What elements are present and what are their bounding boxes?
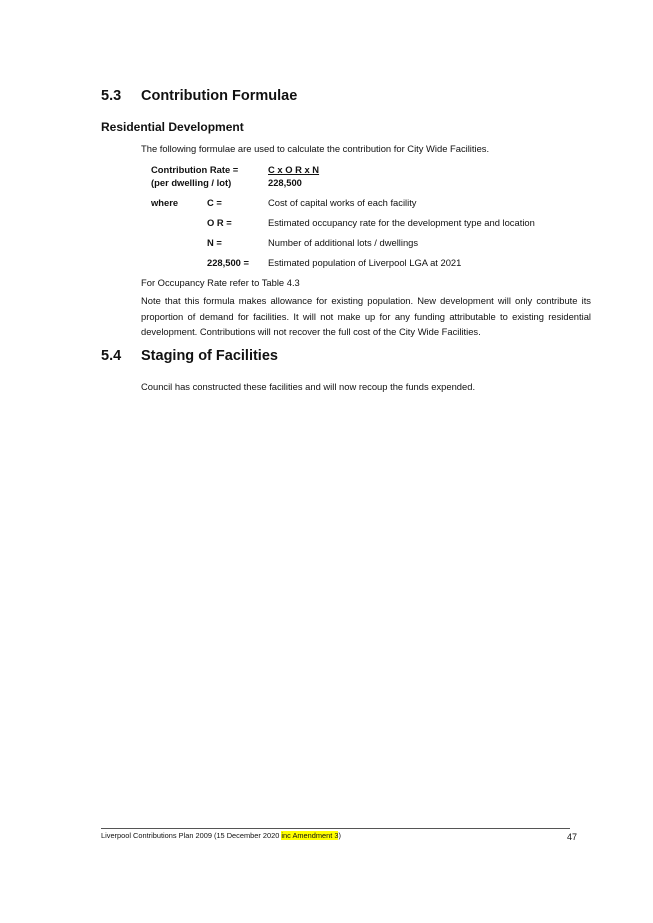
occupancy-note: For Occupancy Rate refer to Table 4.3 [141, 277, 300, 288]
definition-symbol: O R = [207, 217, 232, 228]
per-dwelling-label: (per dwelling / lot) [151, 177, 232, 188]
definition-meaning: Cost of capital works of each facility [268, 197, 417, 208]
definition-meaning: Number of additional lots / dwellings [268, 237, 419, 248]
staging-paragraph: Council has constructed these facilities and will now recoup the funds expended. [141, 381, 476, 392]
definition-symbol: N = [207, 237, 222, 248]
contribution-rate-label: Contribution Rate = [151, 164, 239, 175]
section-5-4-heading [101, 348, 401, 368]
formula-denominator: 228,500 [268, 177, 302, 188]
definition-symbol: C = [207, 197, 222, 208]
definition-symbol: 228,500 = [207, 257, 249, 268]
residential-heading: Residential Development [101, 120, 244, 134]
footer-text [101, 831, 341, 840]
section-title: Contribution Formulae [141, 88, 298, 104]
footer-plan-title: Liverpool Contributions Plan 2009 (15 December 2020 [101, 831, 282, 840]
footer-close-paren: ) [338, 831, 341, 840]
where-label: where [151, 197, 179, 208]
section-number: 5.4 [101, 348, 122, 364]
footer-divider [101, 828, 570, 829]
formula-numerator: C x O R x N [268, 164, 320, 175]
footer-amendment-highlight: inc Amendment 3 [281, 831, 339, 840]
intro-paragraph: The following formulae are used to calculate the contribution for City Wide Facilities. [141, 143, 490, 154]
page-number: 47 [567, 832, 578, 842]
note-paragraph: Note that this formula makes allowance for existing population. New development will only contribute its proportion of demand for facilities. It will not make up for any funding attributable to existing residential development. Contributions will not recover the full cost of the City Wide Facilities. [141, 295, 591, 337]
definition-meaning: Estimated occupancy rate for the development type and location [268, 217, 535, 228]
section-number: 5.3 [101, 88, 122, 104]
definition-meaning: Estimated population of Liverpool LGA at 2021 [268, 257, 462, 268]
section-title: Staging of Facilities [141, 348, 278, 364]
section-5-3-heading [101, 88, 401, 108]
